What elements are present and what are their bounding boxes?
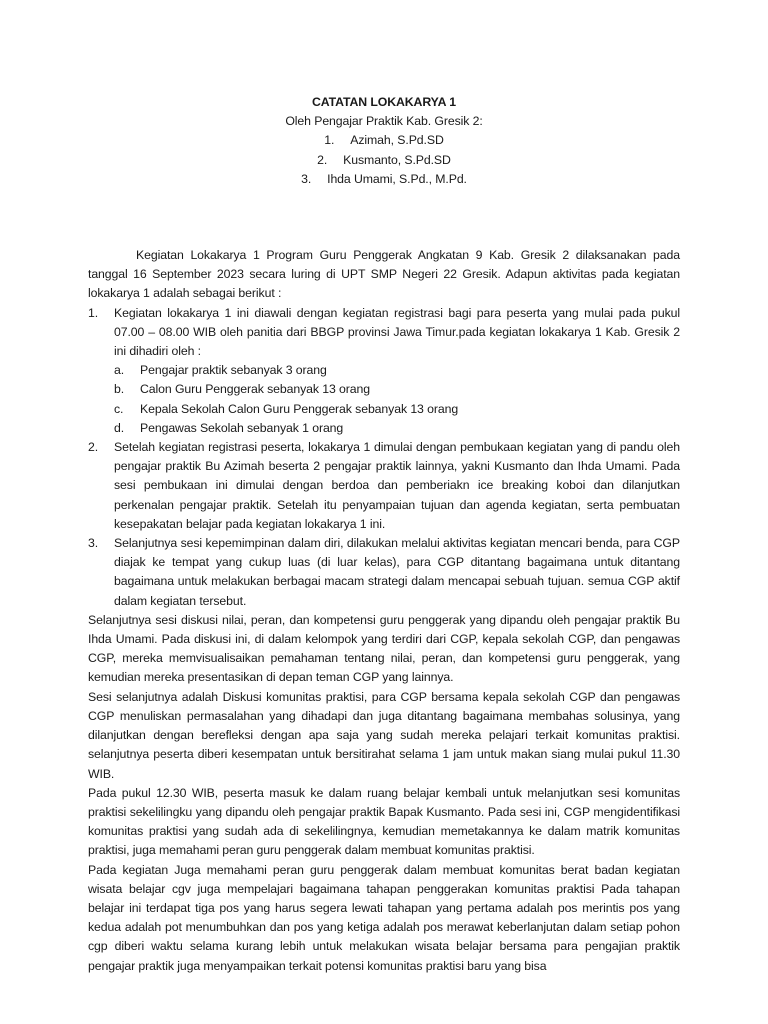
document-body [88, 93, 680, 976]
author-name: Azimah, S.Pd.SD [350, 133, 444, 148]
author-number: 2. [317, 152, 328, 167]
body-paragraph: Pada pukul 12.30 WIB, peserta masuk ke dalam ruang belajar kembali untuk melanjutkan sesi komunitas praktisi sekelilingku yang dipandu oleh pengajar praktik Bapak Kusmanto. Pada sesi ini, CGP mengidentifikasi komunitas praktisi yang sudah ada di sekelilingnya, kemudian memetakannya ke dalam matrik komunitas praktisi, juga memahami peran guru penggerak dalam membuat komunitas praktisi. [88, 785, 680, 858]
author-name: Kusmanto, S.Pd.SD [343, 152, 451, 167]
spacer [88, 189, 680, 246]
activity-list [88, 304, 680, 611]
document-title: CATATAN LOKAKARYA 1 [311, 95, 457, 109]
attendee-text: Pengawas Sekolah sebanyak 1 orang [140, 420, 344, 435]
attendee-text: Kepala Sekolah Calon Guru Penggerak sebanyak 13 orang [140, 401, 459, 416]
attendee-list [114, 361, 680, 438]
author-item [88, 170, 680, 189]
activity-item [88, 534, 680, 611]
attendee-item [114, 361, 680, 380]
body-paragraph: Selanjutnya sesi diskusi nilai, peran, dan kompetensi guru penggerak yang dipandu oleh pengajar praktik Bu Ihda Umami. Pada diskusi ini, di dalam kelompok yang terdiri dari CGP, kepala sekolah CGP, dan pengawas CGP, mereka memvisualisaikan pemahaman tentang nilai, peran, dan kompetensi guru penggerak, yang kemudian mereka presentasikan di depan teman CGP yang lainnya. [88, 612, 680, 685]
activity-text: Setelah kegiatan registrasi peserta, lokakarya 1 dimulai dengan pembukaan kegiatan yang di pandu oleh pengajar praktik Bu Azimah beserta 2 pengajar praktik lainnya, yakni Kusmanto dan Ihda Umami. Pada sesi pembukaan ini dimulai dengan berdoa dan pemberiakn ice breaking koboi dan dilanjutkan perkenalan pengajar praktik. Setelah itu penyampaian tujuan dan agenda kegiatan, serta pembuatan kesepakatan belajar pada kegiatan lokakarya 1 ini. [114, 440, 680, 531]
attendee-text: Calon Guru Penggerak sebanyak 13 orang [140, 382, 370, 397]
attendee-text: Pengajar praktik sebanyak 3 orang [140, 363, 327, 378]
attendee-item [114, 380, 680, 399]
attendee-letter: b. [114, 382, 125, 397]
attendee-letter: c. [114, 401, 124, 416]
author-item [88, 131, 680, 150]
body-paragraph: Pada kegiatan Juga memahami peran guru penggerak dalam membuat komunitas berat badan kegiatan wisata belajar cgv juga mempelajari bagaimana tahapan penggerakan komunitas praktisi Pada tahapan belajar ini terdapat tiga pos yang harus segera lewati tahapan yang pertama adalah pos merintis pos yang kedua adalah pot menumbuhkan dan pos yang ketiga adalah pos merawat keberlanjutan dalam setiap pohon cgp diberi waktu selama kurang lebih untuk melakukan wisata belajar bersama para pengajian praktik pengajar praktik juga menyampaikan terkait potensi komunitas praktisi baru yang bisa [88, 862, 680, 973]
activity-item [88, 304, 680, 438]
document-subtitle: Oleh Pengajar Praktik Kab. Gresik 2: [285, 114, 483, 129]
attendee-letter: a. [114, 363, 125, 378]
activity-text: Selanjutnya sesi kepemimpinan dalam diri, dilakukan melalui aktivitas kegiatan mencari benda, para CGP diajak ke tempat yang cukup luas (di luar kelas), para CGP ditantang bagaimana untuk ditantang bagaimana untuk melakukan berbagai macam strategi dalam mencapai sebuah tujuan. semua CGP aktif dalam kegiatan tersebut. [114, 536, 680, 608]
author-number: 3. [301, 171, 312, 186]
intro-paragraph: Kegiatan Lokakarya 1 Program Guru Penggerak Angkatan 9 Kab. Gresik 2 dilaksanakan pada tanggal 16 September 2023 secara luring di UPT SMP Negeri 22 Gresik. Adapun aktivitas pada kegiatan lokakarya 1 adalah sebagai berikut : [88, 248, 680, 301]
activity-number: 2. [88, 440, 99, 455]
body-paragraph: Sesi selanjutnya adalah Diskusi komunitas praktisi, para CGP bersama kepala sekolah CGP dan pengawas CGP menuliskan permasalahan yang dihadapi dan juga ditantang bagaimana membahas solusinya, yang dilanjutkan dengan berefleksi dengan apa saja yang sudah mereka pelajari terkait komunitas praktisi. selanjutnya peserta diberi kesempatan untuk bersitirahat selama 1 jam untuk makan siang mulai pukul 11.30 WIB. [88, 689, 680, 781]
activity-number: 1. [88, 305, 99, 320]
author-name: Ihda Umami, S.Pd., M.Pd. [327, 171, 467, 186]
attendee-letter: d. [114, 420, 125, 435]
attendee-item [114, 400, 680, 419]
activity-number: 3. [88, 536, 99, 551]
attendee-item [114, 419, 680, 438]
activity-text: Kegiatan lokakarya 1 ini diawali dengan kegiatan registrasi bagi para peserta yang mulai pada pukul 07.00 – 08.00 WIB oleh panitia dari BBGP provinsi Jawa Timur.pada kegiatan lokakarya 1 Kab. Gresik 2 ini dihadiri oleh : [114, 305, 680, 359]
author-number: 1. [324, 133, 335, 148]
activity-item [88, 438, 680, 534]
author-list [88, 131, 680, 189]
author-item [88, 151, 680, 170]
